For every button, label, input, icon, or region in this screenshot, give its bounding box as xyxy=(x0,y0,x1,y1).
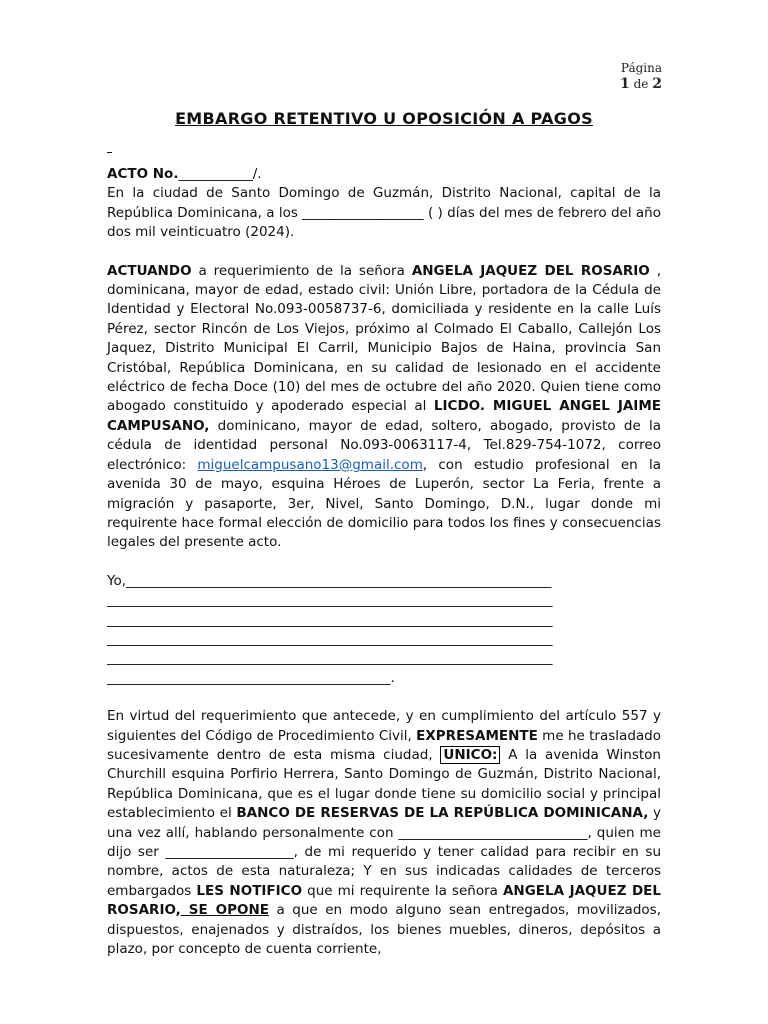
actuando-text-4: , con estudio profesional en la avenida 30 de mayo, esquina Héroes de Luperón, sector La Feria, frente a migración y pasaporte, 3er, Nivel, Santo Domingo, D.N., lugar donde mi requirente hace formal elección de domicilio para todos los fines y consecuencias legales del presente acto. xyxy=(107,456,662,551)
email-link[interactable]: miguelcampusano13@gmail.com xyxy=(197,456,423,473)
actuando-text-1: a requerimiento de la señora xyxy=(191,262,412,279)
actuando-lead: ACTUANDO xyxy=(107,262,192,279)
actuando-text-3: dominicano, mayor de edad, soltero, abogado, provisto de la cédula de identidad personal No.093-0063117-4, Tel.829-754-1072, correo electrónico: xyxy=(107,417,661,473)
blank-line: __________________________________________. xyxy=(107,669,395,686)
page-word: Página xyxy=(620,61,662,75)
actuando-paragraph xyxy=(107,262,661,553)
lawyer-name: LICDO. MIGUEL ANGEL JAIME CAMPUSANO, xyxy=(107,398,661,434)
page-of: de xyxy=(633,77,649,91)
virtud-text-4: y una vez allí, hablando personalmente con ____________________________, quien me dijo ser ___________________, de mi requerido y tener calidad para recibir en su nombre, actos de esta naturaleza; Y en sus indicadas calidades de terceros embargados xyxy=(107,805,662,899)
bank-name: BANCO DE RESERVAS DE LA REPÚBLICA DOMINICANA, xyxy=(236,805,649,822)
client-name: ANGELA JAQUEZ DEL ROSARIO xyxy=(411,262,650,279)
blank-line: __________________________________________________________________ xyxy=(107,630,553,647)
document-title: EMBARGO RETENTIVO U OPOSICIÓN A PAGOS xyxy=(175,109,593,128)
actuando-text-2: , dominicana, mayor de edad, estado civil: Unión Libre, portadora de la Cédula de Identidad y Electoral No.093-0058737-6, domiciliada y residente en la calle Luís Pérez, sector Rincón de Los Viejos, próximo al Colmado El Caballo, Callejón Los Jaquez, Distrito Municipal El Carril, Municipio Bajos de Haina, provincia San Cristóbal, República Dominicana, en su calidad de lesionado en el accidente eléctrico de fecha Doce (10) del mes de octubre del año 2020. Quien tiene como abogado constituido y apoderado especial al xyxy=(107,262,661,415)
virtud-text-1: En virtud del requerimiento que antecede, y en cumplimiento del artículo 557 y siguientes del Código de Procedimiento Civil, xyxy=(107,708,661,744)
client-name-2: ANGELA JAQUEZ DEL ROSARIO, xyxy=(107,882,661,919)
blank-line: __________________________________________________________________ xyxy=(107,611,553,628)
virtud-text-6: a que en modo alguno sean entregados, movilizados, dispuestos, enajenados y distraídos, los bienes muebles, dineros, depósitos a plazo, por concepto de cuenta corriente, xyxy=(107,902,661,958)
notifico-bold: LES NOTIFICO xyxy=(196,882,303,899)
page-total: 2 xyxy=(652,76,662,92)
blank-line: __________________________________________________________________ xyxy=(107,592,553,609)
blank-line: __________________________________________________________________ xyxy=(107,650,553,667)
virtud-paragraph xyxy=(107,707,661,959)
page-counter xyxy=(620,76,662,92)
yo-blank-lines xyxy=(107,572,661,688)
virtud-text-5: que mi requirente la señora xyxy=(302,882,503,899)
page-current: 1 xyxy=(620,76,630,92)
unico-boxed-label: UNICO: xyxy=(440,746,500,764)
paragraph-mark xyxy=(107,146,661,165)
virtud-text-2: me he trasladado sucesivamente dentro de esta misma ciudad, xyxy=(107,727,661,763)
se-opone-bold: SE OPONE xyxy=(180,902,269,919)
acto-number-line xyxy=(107,165,661,184)
acto-blank: ___________/. xyxy=(178,166,262,182)
expresamente-bold: EXPRESAMENTE xyxy=(416,727,538,744)
acto-label: ACTO No. xyxy=(107,166,179,182)
intro-paragraph: En la ciudad de Santo Domingo de Guzmán, Distrito Nacional, capital de la República Dominicana, a los __________________ ( ) días del mes de febrero del año dos mil veinticuatro (2024). xyxy=(107,185,661,241)
page-number-header xyxy=(620,60,662,92)
document-body xyxy=(107,146,661,959)
virtud-text-3: A la avenida Winston Churchill esquina Porfirio Herrera, Santo Domingo de Guzmán, Distrito Nacional, República Dominicana, que es el lugar donde tiene su domicilio social y principal establecimiento el xyxy=(107,746,661,822)
yo-line: Yo,_______________________________________________________________ xyxy=(107,572,552,589)
